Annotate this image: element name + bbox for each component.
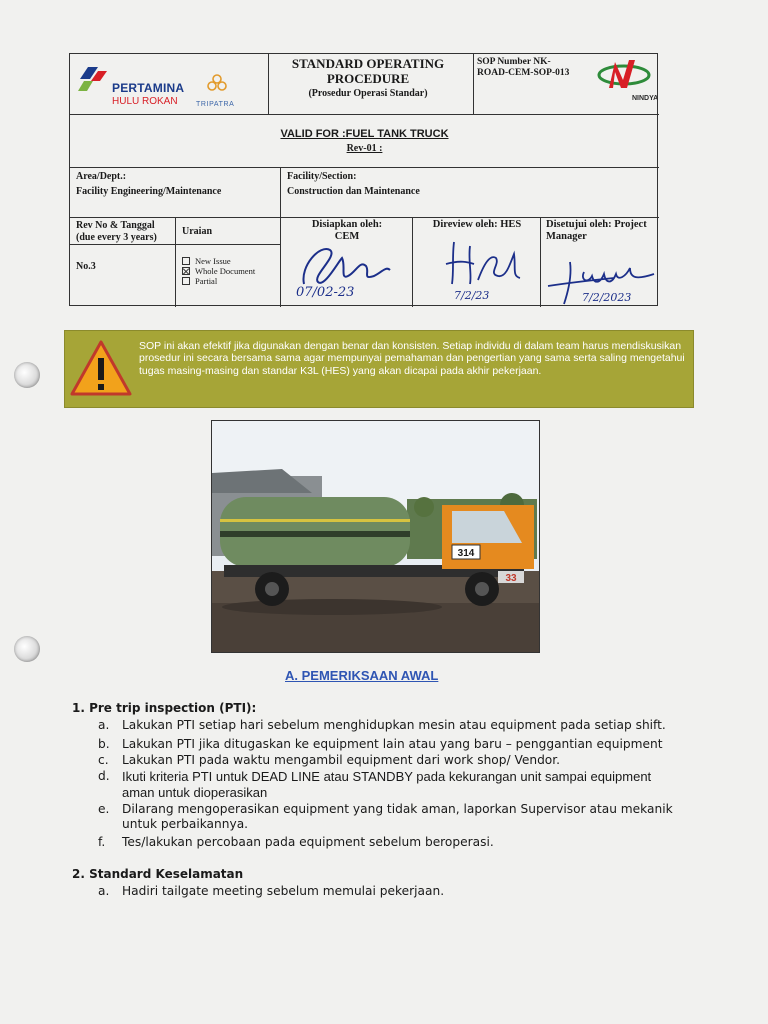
area-value: Facility Engineering/Maintenance <box>76 186 222 197</box>
section-title: A. PEMERIKSAAN AWAL <box>285 668 439 683</box>
facility-value: Construction dan Maintenance <box>287 186 420 197</box>
truck-image <box>212 421 540 653</box>
area-label: Area/Dept.: <box>76 171 127 182</box>
pertamina-emblem-icon <box>78 67 108 95</box>
list-item: a. Lakukan PTI setiap hari sebelum menghidupkan mesin atau equipment pada setiap shift. <box>98 718 666 732</box>
uraian-label: Uraian <box>182 226 212 237</box>
document-title: STANDARD OPERATING PROCEDURE <box>291 56 445 86</box>
issue-options <box>182 256 255 286</box>
valid-for: VALID FOR :FUEL TANK TRUCK <box>280 128 449 140</box>
list-item: a. Hadiri tailgate meeting sebelum memulai pekerjaan. <box>98 884 445 898</box>
warning-text: SOP ini akan efektif jika digunakan dengan benar dan konsisten. Setiap individu di dalam team harus mendiskusikan prosedur ini secara bersama sama agar mempunyai pemahaman dan pengertian yang sama serta saling mengetahui tugas masing-masing dan standar K3L (HES) yang akan dicapai pada akhir pekerjaan. <box>139 340 685 377</box>
truck-number: 314 <box>457 548 475 559</box>
section-2-heading: 2. Standard Keselamatan <box>72 867 244 881</box>
reviewed-label: Direview oleh: HES <box>432 219 522 230</box>
checkbox-checked-icon <box>182 267 190 275</box>
list-item: b. Lakukan PTI jika ditugaskan ke equipment lain atau yang baru – penggantian equipment <box>98 737 663 751</box>
approved-label: Disetujui oleh: Project Manager <box>546 219 647 243</box>
list-item: f. Tes/lakukan percobaan pada equipment sebelum beroperasi. <box>98 835 494 849</box>
truck-plate: 33 <box>505 573 517 584</box>
section-1-heading: 1. Pre trip inspection (PTI): <box>72 701 257 715</box>
rev-value: No.3 <box>76 261 96 272</box>
punch-hole-top <box>14 362 40 388</box>
tripatra-emblem-icon <box>206 73 228 93</box>
option-new-issue: New Issue <box>182 256 255 266</box>
facility-label: Facility/Section: <box>287 171 357 182</box>
checkbox-empty-icon <box>182 277 190 285</box>
prepared-label: Disiapkan oleh: CEM <box>311 219 383 243</box>
punch-hole-bottom <box>14 636 40 662</box>
prepared-date: 07/02-23 <box>296 285 355 300</box>
contractor-name: NINDYA <box>632 95 659 102</box>
warning-icon <box>70 340 132 396</box>
checkbox-empty-icon <box>182 257 190 265</box>
revision: Rev-01 : <box>346 143 383 154</box>
hes-signature-icon <box>440 234 530 294</box>
company-sub: HULU ROKAN <box>112 96 178 107</box>
rev-label: Rev No & Tanggal (due every 3 years) <box>76 220 157 243</box>
option-partial: Partial <box>182 276 255 286</box>
list-item: e. Dilarang mengoperasikan equipment yang tidak aman, laporkan Supervisor atau mekanik untuk perbaikannya. <box>98 802 673 831</box>
warning-banner <box>64 330 694 408</box>
pertamina-logo <box>78 63 273 108</box>
list-item: c. Lakukan PTI pada waktu mengambil equipment dari work shop/ Vendor. <box>98 753 561 767</box>
sop-number: SOP Number NK-ROAD-CEM-SOP-013 <box>477 57 570 78</box>
option-whole-document: Whole Document <box>182 266 255 276</box>
nindya-logo-icon <box>595 58 653 96</box>
document-subtitle: (Prosedur Operasi Standar) <box>308 88 428 99</box>
company-name: PERTAMINA <box>112 81 185 95</box>
partner-name: TRIPATRA <box>196 101 235 108</box>
reviewed-date: 7/2/23 <box>454 289 490 302</box>
fuel-tank-truck-photo <box>211 420 540 653</box>
approved-date: 7/2/2023 <box>582 291 632 304</box>
list-item: d. Ikuti kriteria PTI untuk DEAD LINE atau STANDBY pada kekurangan unit sampai equipment aman untuk dioperasikan <box>98 769 652 800</box>
sop-header-table <box>69 53 658 306</box>
